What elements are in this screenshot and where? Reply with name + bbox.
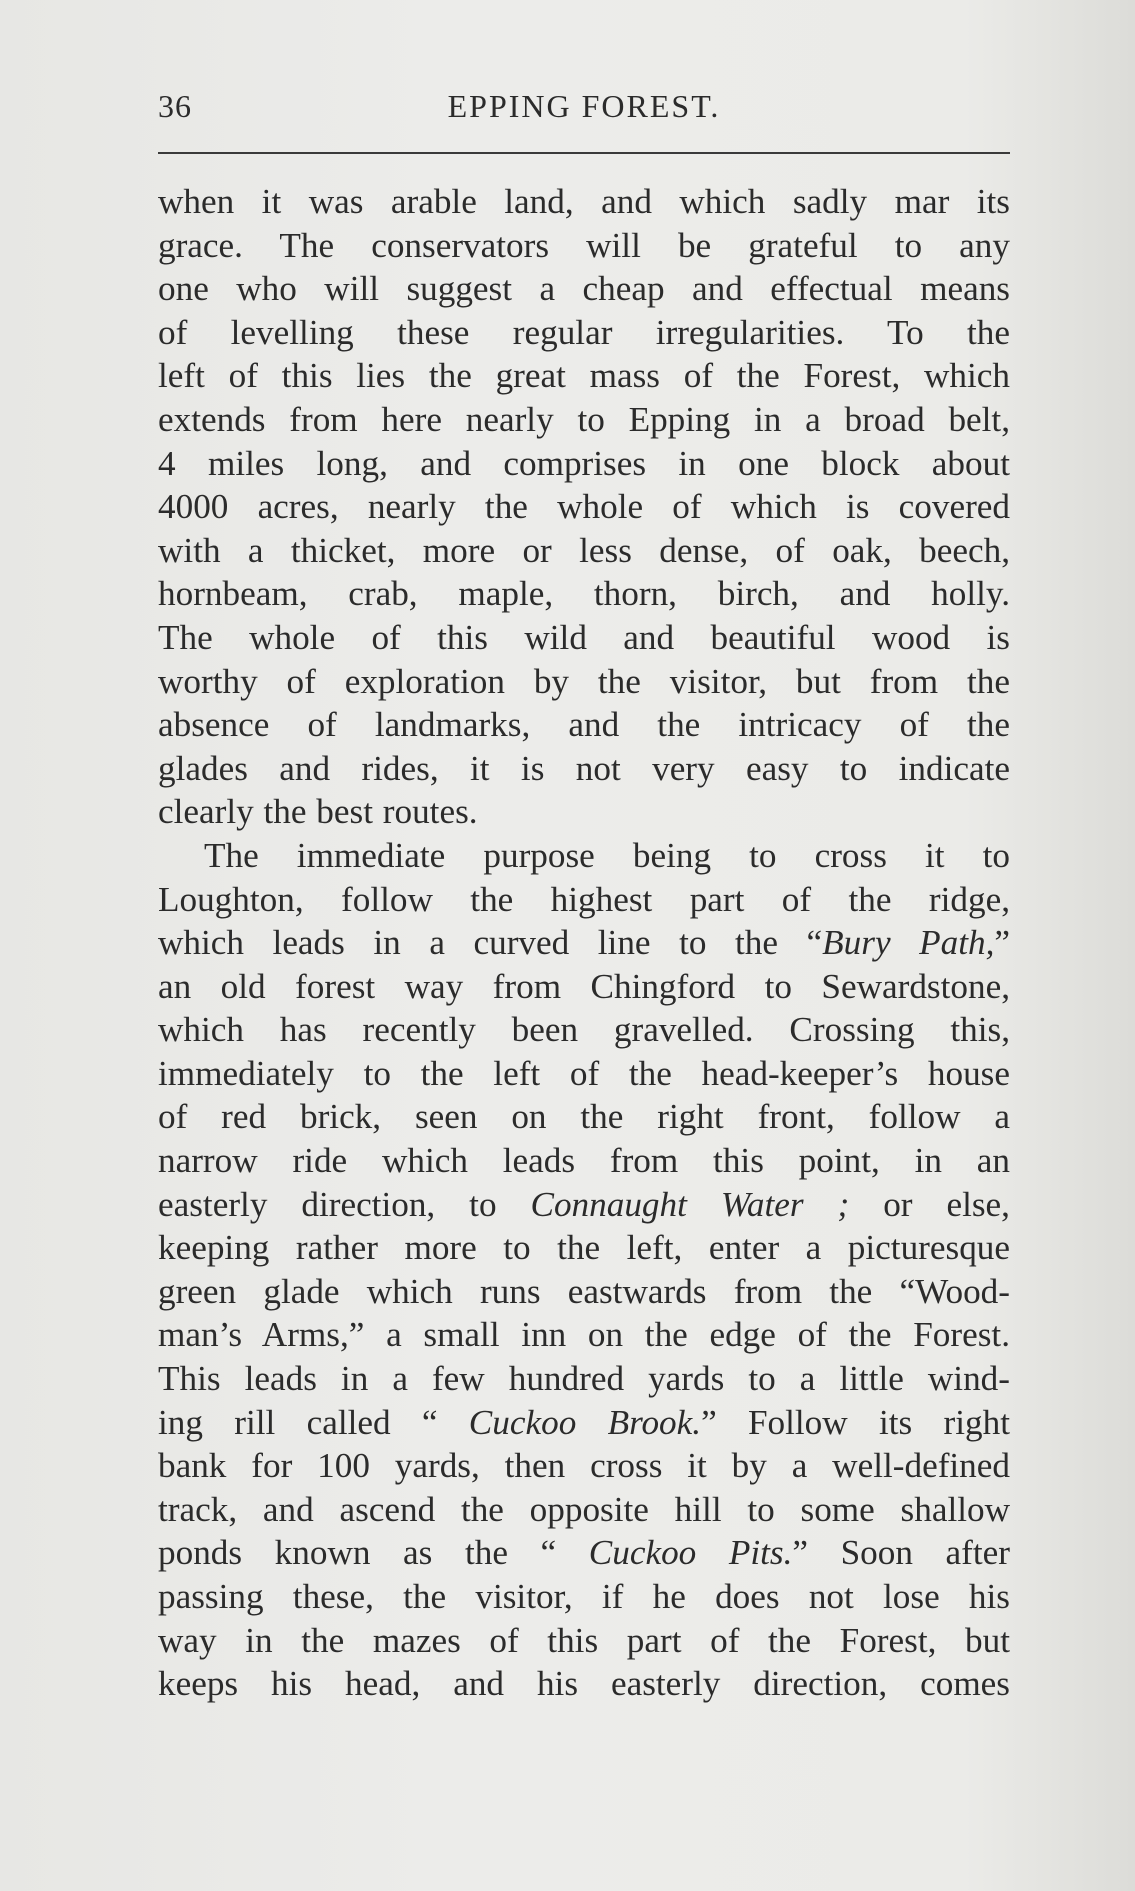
text-line: bank for 100 yards, then cross it by a well-defined: [158, 1446, 1010, 1486]
text-line: narrow ride which leads from this point, in an: [158, 1141, 1010, 1181]
italic-place-name: Cuckoo Brook.: [468, 1402, 702, 1442]
italic-place-name: Bury Path,: [822, 923, 995, 963]
text-line: This leads in a few hundred yards to a little wind-: [158, 1359, 1010, 1399]
body-text: [158, 180, 1010, 1706]
text-line: Loughton, follow the highest part of the ridge,: [158, 879, 1010, 919]
text-line: left of this lies the great mass of the Forest, which: [158, 356, 1010, 396]
text-run: ” Follow its right: [701, 1402, 1010, 1442]
text-line: one who will suggest a cheap and effectual means: [158, 269, 1010, 309]
text-run: ”: [994, 923, 1011, 963]
text-line: green glade which runs eastwards from the “Wood-: [158, 1271, 1010, 1311]
text-line: [158, 1531, 1010, 1575]
italic-place-name: Cuckoo Pits.: [588, 1533, 793, 1573]
text-line: keeping rather more to the left, enter a picturesque: [158, 1228, 1010, 1268]
text-run: which leads in a curved line to the “: [158, 923, 823, 963]
page-header: [158, 88, 1010, 132]
italic-place-name: Connaught Water ;: [530, 1184, 850, 1224]
text-line: clearly the best routes.: [158, 792, 478, 832]
text-line: [158, 921, 1010, 965]
text-line: which has recently been gravelled. Crossing this,: [158, 1010, 1010, 1050]
header-rule: [158, 152, 1010, 154]
text-line: [158, 1401, 1010, 1445]
text-run: or else,: [849, 1184, 1010, 1224]
text-line: when it was arable land, and which sadly mar its: [158, 182, 1010, 221]
text-line: passing these, the visitor, if he does not lose his: [158, 1577, 1010, 1616]
page-number: 36: [158, 88, 192, 124]
text-line: hornbeam, crab, maple, thorn, birch, and holly.: [158, 574, 1010, 614]
text-line: an old forest way from Chingford to Sewardstone,: [158, 966, 1010, 1006]
text-line: immediately to the left of the head-keeper’s house: [158, 1053, 1010, 1093]
text-line: [158, 1183, 1010, 1227]
text-line: man’s Arms,” a small inn on the edge of the Forest.: [158, 1315, 1010, 1355]
text-line: The whole of this wild and beautiful wood is: [158, 617, 1010, 657]
text-run: ” Soon after: [792, 1533, 1010, 1573]
paragraph: [158, 180, 1010, 834]
text-line: worthy of exploration by the visitor, but from the: [158, 661, 1010, 701]
text-line: The immediate purpose being to cross it to: [204, 835, 1010, 875]
text-line: 4 miles long, and comprises in one block about: [158, 443, 1010, 483]
text-line: way in the mazes of this part of the Forest, but: [158, 1620, 1010, 1660]
text-run: ing rill called “: [158, 1402, 469, 1442]
text-line: absence of landmarks, and the intricacy of the: [158, 705, 1010, 745]
text-run: ponds known as the “: [158, 1533, 589, 1573]
text-line: of red brick, seen on the right front, follow a: [158, 1097, 1010, 1137]
text-line: with a thicket, more or less dense, of oak, beech,: [158, 530, 1010, 570]
text-line: track, and ascend the opposite hill to some shallow: [158, 1489, 1010, 1529]
running-title: EPPING FOREST.: [447, 88, 721, 124]
paragraph: [158, 834, 1010, 1706]
text-line: keeps his head, and his easterly direction, comes: [158, 1664, 1010, 1704]
text-line: grace. The conservators will be grateful to any: [158, 225, 1010, 265]
text-run: easterly direction, to: [158, 1184, 531, 1224]
text-line: extends from here nearly to Epping in a broad belt,: [158, 399, 1010, 439]
text-line: glades and rides, it is not very easy to indicate: [158, 748, 1010, 788]
text-line: of levelling these regular irregularities. To the: [158, 312, 1010, 352]
text-line: 4000 acres, nearly the whole of which is covered: [158, 487, 1010, 527]
